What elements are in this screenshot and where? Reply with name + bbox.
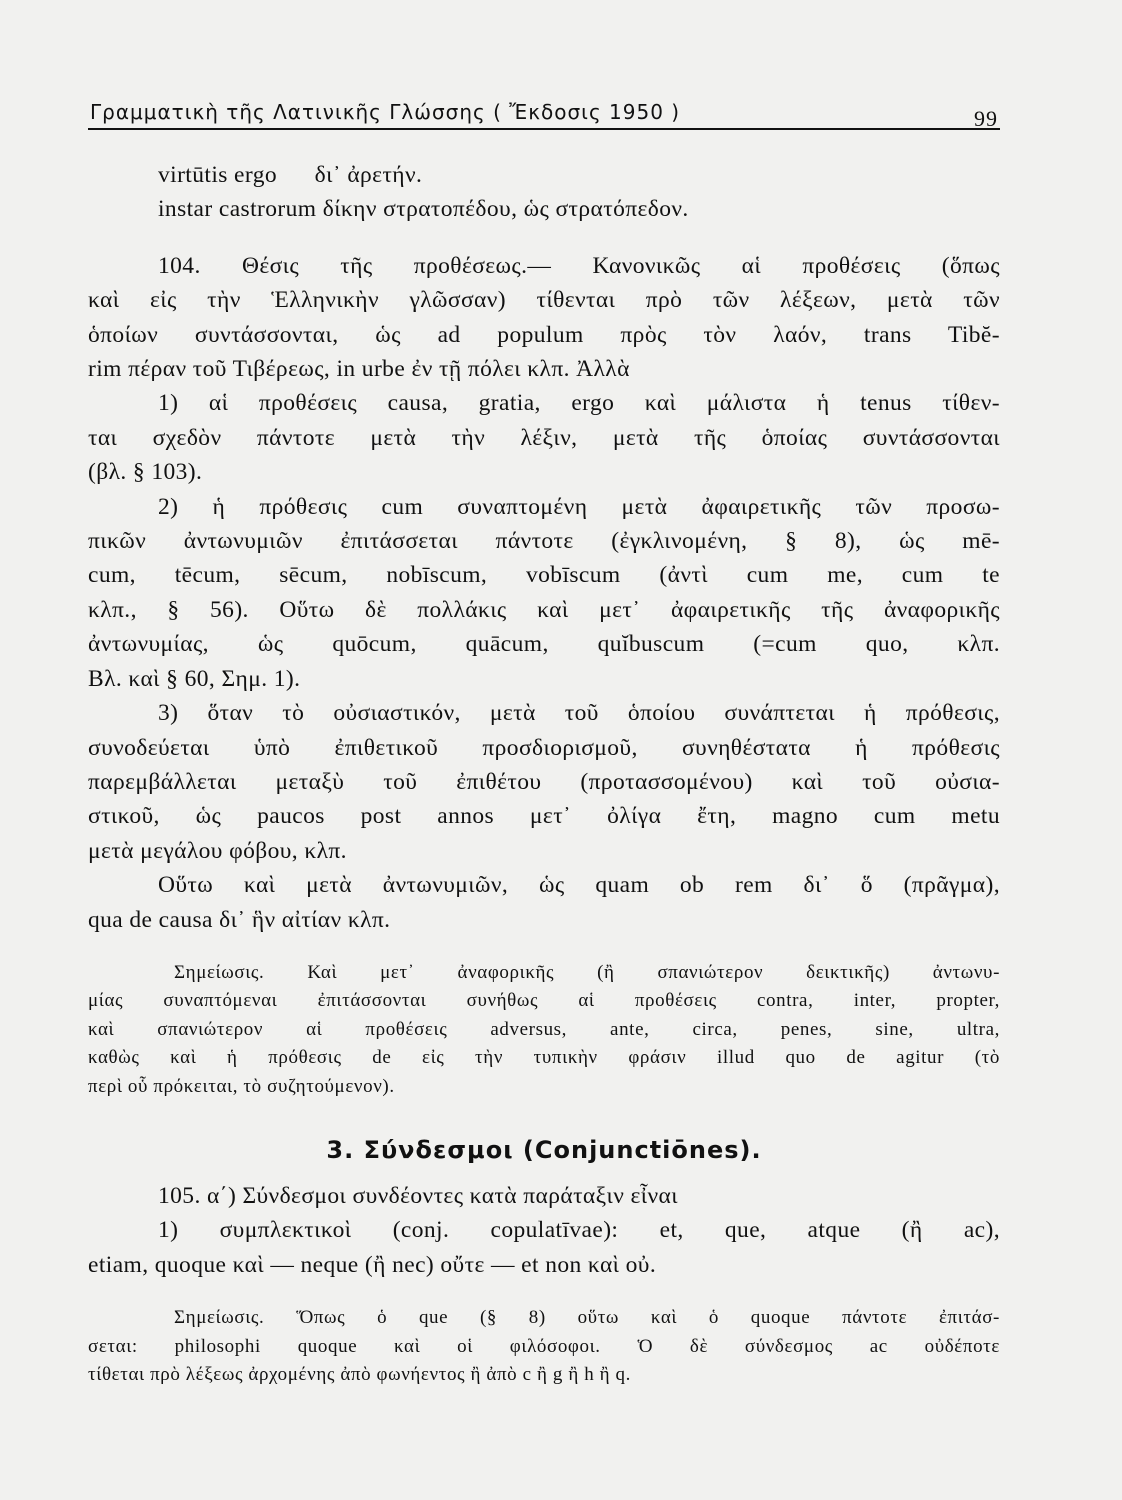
text-line: Οὕτω καὶ μετὰ ἀντωνυμιῶν, ὡς quam ob rem δι᾽ ὅ (πρᾶγμα), [158, 872, 1000, 899]
text-line: ται σχεδὸν πάντοτε μετὰ τὴν λέξιν, μετὰ τῆς ὁποίας συντάσσονται [88, 424, 1000, 451]
text-line: cum, tēcum, sēcum, nobīscum, vobīscum (ἀντὶ cum me, cum te [88, 562, 1000, 589]
text-line: παρεμβάλλεται μεταξὺ τοῦ ἐπιθέτου (προτασσομένου) καὶ τοῦ οὐσια- [88, 768, 1000, 795]
text-line: ὁποίων συντάσσονται, ὡς ad populum πρὸς τὸν λαόν, trans Tibĕ- [88, 321, 1000, 348]
paragraph-104-heading: 104. Θέσις τῆς προθέσεως.— Κανονικῶς αἱ προθέσεις (ὅπως [158, 252, 1000, 279]
text-line: ἀντωνυμίας, ὡς quōcum, quācum, quĭbuscum (=cum quo, κλπ. [88, 631, 1000, 658]
note-line: περὶ οὗ πρόκειται, τὸ συζητούμενον). [88, 1075, 395, 1097]
text-line: συνοδεύεται ὑπὸ ἐπιθετικοῦ προσδιορισμοῦ, συνηθέστατα ἡ πρόθεσις [88, 734, 1000, 761]
page-body [88, 158, 1000, 1389]
text-line: κλπ., § 56). Οὕτω δὲ πολλάκις καὶ μετ᾽ ἀφαιρετικῆς τῆς ἀναφορικῆς [88, 596, 1000, 623]
note-line: μίας συναπτόμεναι ἐπιτάσσονται συνήθως αἱ προθέσεις contra, inter, propter, [88, 990, 1000, 1012]
text-line: instar castrorum δίκην στρατοπέδου, ὡς στρατόπεδον. [158, 196, 689, 223]
text-line: 1) συμπλεκτικοὶ (conj. copulatīvae): et, que, atque (ἢ ac), [158, 1217, 1000, 1244]
text-line: 3) ὅταν τὸ οὐσιαστικόν, μετὰ τοῦ ὁποίου συνάπτεται ἡ πρόθεσις, [158, 700, 1000, 727]
text-line: 1) αἱ προθέσεις causa, gratia, ergo καὶ μάλιστα ἡ tenus τίθεν- [158, 390, 1000, 417]
page-number: 99 [974, 106, 998, 131]
text-line: καὶ εἰς τὴν Ἑλληνικὴν γλῶσσαν) τίθενται πρὸ τῶν λέξεων, μετὰ τῶν [88, 287, 1000, 314]
note-line: Σημείωσις. Καὶ μετ᾽ ἀναφορικῆς (ἢ σπανιώτερον δεικτικῆς) ἀντωνυ- [174, 961, 1000, 983]
text-line: 2) ἡ πρόθεσις cum συναπτομένη μετὰ ἀφαιρετικῆς τῶν προσω- [158, 493, 1000, 520]
section-heading: 3. Σύνδεσμοι (Conjunctiōnes). [326, 1135, 762, 1164]
text-line: Βλ. καὶ § 60, Σημ. 1). [88, 665, 301, 692]
text-line: etiam, quoque καὶ — neque (ἢ nec) οὔτε — et non καὶ οὐ. [88, 1251, 657, 1278]
header-title: Γραμματικὴ τῆς Λατινικῆς Γλώσσης ( Ἔκδοσις 1950 ) [90, 100, 681, 124]
text-line: (βλ. § 103). [88, 459, 203, 486]
text-line: qua de causa δι᾽ ἣν αἰτίαν κλπ. [88, 906, 391, 933]
note-line: σεται: philosophi quoque καὶ οἱ φιλόσοφοι. Ὁ δὲ σύνδεσμος ac οὐδέποτε [88, 1335, 1000, 1357]
note-line: τίθεται πρὸ λέξεως ἀρχομένης ἀπὸ φωνήεντος ἢ ἀπὸ c ἢ g ἢ h ἢ q. [88, 1364, 631, 1385]
text-line: στικοῦ, ὡς paucos post annos μετ᾽ ὀλίγα ἔτη, magno cum metu [88, 803, 1000, 830]
text-line: μετὰ μεγάλου φόβου, κλπ. [88, 837, 347, 864]
paragraph-105-heading: 105. α΄) Σύνδεσμοι συνδέοντες κατὰ παράταξιν εἶναι [158, 1182, 678, 1209]
text-line: πικῶν ἀντωνυμιῶν ἐπιτάσσεται πάντοτε (ἐγκλινομένη, § 8), ὡς mē- [88, 528, 1000, 555]
text-line: virtūtis ergo δι᾽ ἀρετήν. [158, 162, 423, 188]
text-line: rim πέραν τοῦ Τιβέρεως, in urbe ἐν τῇ πόλει κλπ. Ἀλλὰ [88, 356, 630, 383]
running-header [88, 92, 1000, 130]
note-line: καθὼς καὶ ἡ πρόθεσις de εἰς τὴν τυπικὴν φράσιν illud quo de agitur (τὸ [88, 1047, 1000, 1069]
note-line: Σημείωσις. Ὅπως ὁ que (§ 8) οὕτω καὶ ὁ quoque πάντοτε ἐπιτάσ- [174, 1307, 1000, 1329]
note-line: καὶ σπανιώτερον αἱ προθέσεις adversus, ante, circa, penes, sine, ultra, [88, 1018, 1000, 1040]
